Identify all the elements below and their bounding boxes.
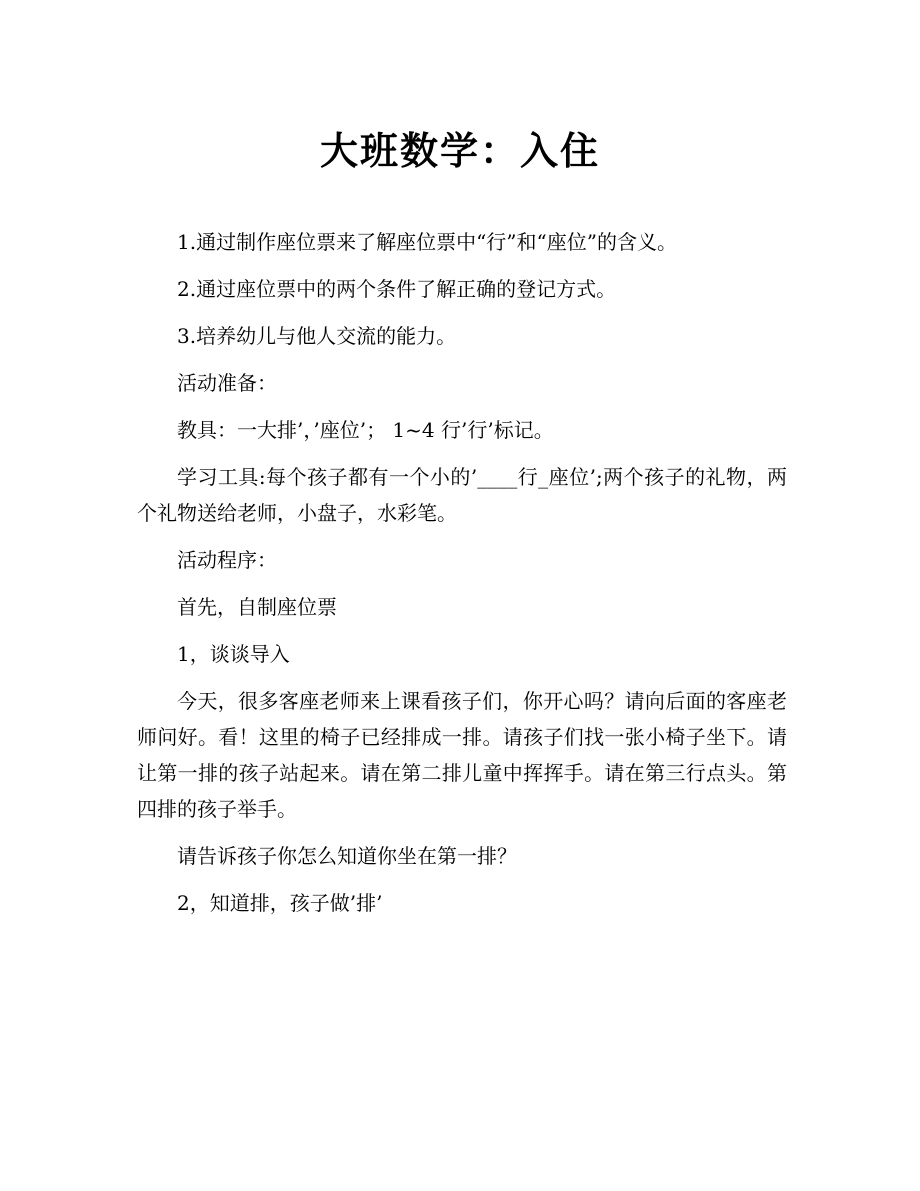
- objective-2: 2.通过座位票中的两个条件了解正确的登记方式。: [177, 277, 617, 301]
- teaching-aids: 教具：一大排’，’座位’； 1~4 行’行’标记。: [177, 418, 554, 442]
- document-title: 大班数学：入住: [319, 128, 600, 173]
- step-2-heading: 2，知道排，孩子做’排’: [177, 891, 383, 915]
- document-body: [137, 224, 787, 932]
- step-first: 首先，自制座位票: [177, 595, 337, 619]
- step-1-heading: 1，谈谈导入: [177, 642, 290, 666]
- objective-3: 3.培养幼儿与他人交流的能力。: [177, 324, 457, 348]
- learning-tools: 学习工具:每个孩子都有一个小的’____行_座位’;两个孩子的礼物，两个礼物送给老师，小盘子，水彩笔。: [137, 465, 787, 525]
- objective-1: 1.通过制作座位票来了解座位票中“行”和“座位”的含义。: [177, 230, 677, 254]
- preparation-heading: 活动准备：: [177, 371, 277, 395]
- intro-paragraph: 今天，很多客座老师来上课看孩子们，你开心吗？请向后面的客座老师问好。看！这里的椅子已经排成一排。请孩子们找一张小椅子坐下。请让第一排的孩子站起来。请在第二排儿童中挥挥手。请在第三行点头。第四排的孩子举手。: [137, 689, 787, 821]
- question-paragraph: 请告诉孩子你怎么知道你坐在第一排？: [177, 844, 517, 868]
- procedure-heading: 活动程序：: [177, 548, 277, 572]
